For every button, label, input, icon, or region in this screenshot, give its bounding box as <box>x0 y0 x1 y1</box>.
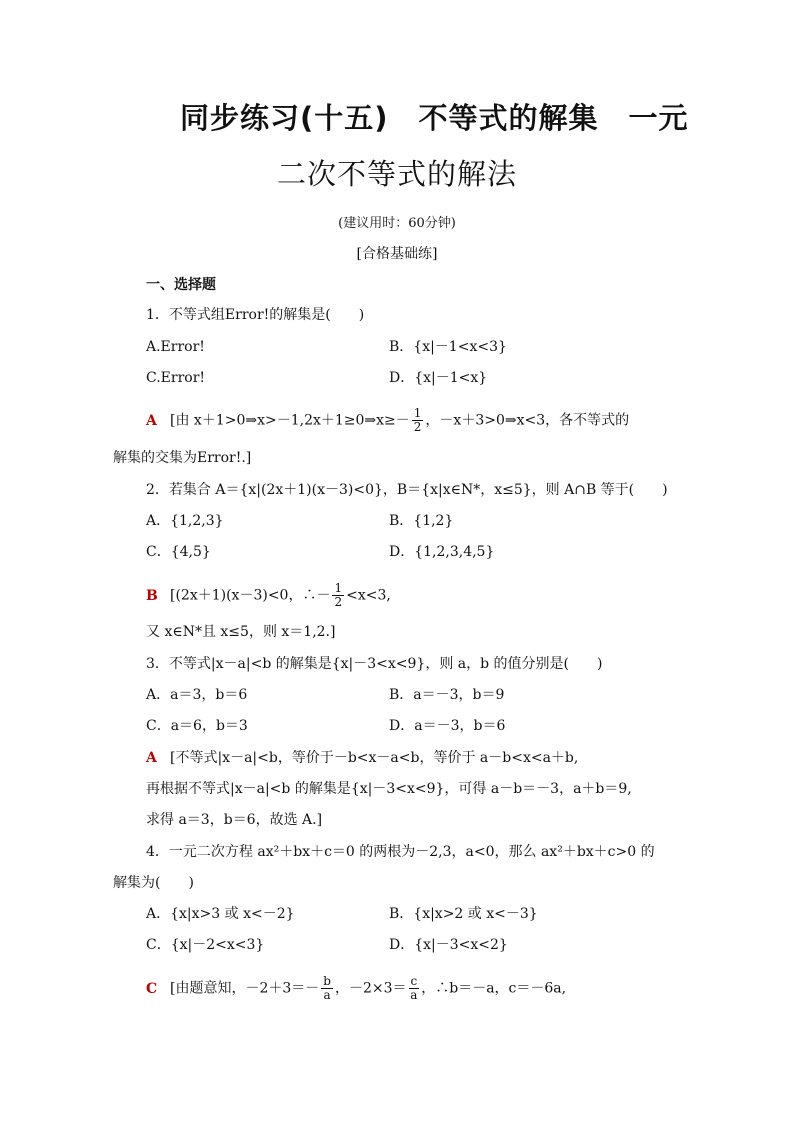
section-label: [合格基础练] <box>356 246 438 262</box>
q4-option-b: B．{x|x>2 或 x<－3} <box>389 906 538 922</box>
q4-answer: C <box>146 980 158 997</box>
q1-stem: 1．不等式组Error!的解集是( ) <box>146 307 365 323</box>
q3-stem: 3．不等式|x－a|<b 的解集是{x|－3<x<9}，则 a，b 的值分别是( ) <box>146 656 603 672</box>
part-heading: 一、选择题 <box>146 277 216 293</box>
q4-stem-line-2: 解集为( ) <box>113 875 194 891</box>
fraction: $\frac{c}{a}$ <box>410 974 418 1002</box>
q1-explanation-line-1: A [由 x＋1>0⇒x>－1,2x＋1≥0⇒x≥－ $\frac{1}{2}$ ，－x＋3>0⇒x<3，各不等式的 <box>146 406 630 434</box>
q1-option-b: B．{x|－1<x<3} <box>389 339 507 355</box>
q3-option-a: A．a＝3，b＝6 <box>146 687 248 703</box>
q1-option-a: A.Error! <box>146 339 205 355</box>
q2-explanation-line-1: B [(2x＋1)(x－3)<0，∴－ $\frac{1}{2}$ <x<3, <box>146 581 391 609</box>
q3-explanation-line-3: 求得 a＝3，b＝6，故选 A.] <box>146 812 323 828</box>
q2-option-d: D．{1,2,3,4,5} <box>389 544 495 560</box>
fraction: $\frac{1}{2}$ <box>334 581 343 609</box>
q3-option-b: B．a＝－3，b＝9 <box>389 687 505 703</box>
q1-answer: A <box>146 412 157 429</box>
q4-stem-line-1: 4．一元二次方程 ax²＋bx＋c＝0 的两根为－2,3，a<0，那么 ax²＋bx＋c>0 的 <box>146 844 655 860</box>
fraction: $\frac{b}{a}$ <box>323 974 331 1002</box>
q4-explanation-line-1: C [由题意知，－2＋3＝－ $\frac{b}{a}$ ，－2×3＝ $\frac{c}{a}$ ，∴b＝－a，c＝－6a, <box>146 974 567 1002</box>
q2-explanation-line-2: 又 x∈N*且 x≤5，则 x＝1,2.] <box>146 624 336 640</box>
q4-option-d: D．{x|－3<x<2} <box>389 937 508 953</box>
q2-answer: B <box>146 587 158 604</box>
q3-option-d: D．a＝－3，b＝6 <box>389 718 506 734</box>
q1-explanation-line-2: 解集的交集为Error!.] <box>113 450 252 466</box>
q4-option-c: C．{x|－2<x<3} <box>146 937 265 953</box>
q1-option-c: C.Error! <box>146 370 206 386</box>
q2-option-c: C．{4,5} <box>146 544 211 560</box>
q3-option-c: C．a＝6，b＝3 <box>146 718 248 734</box>
q2-stem: 2．若集合 A＝{x|(2x＋1)(x－3)<0}，B＝{x|x∈N*，x≤5}，则 A∩B 等于( ) <box>146 482 668 498</box>
q3-answer: A <box>146 750 157 766</box>
q3-explanation-line-2: 再根据不等式|x－a|<b 的解集是{x|－3<x<9}，可得 a－b＝－3，a＋b＝9, <box>146 781 632 797</box>
title-line-1: 同步练习(十五) 不等式的解集 一元 <box>180 101 689 135</box>
q4-option-a: A．{x|x>3 或 x<－2} <box>146 906 295 922</box>
time-note: (建议用时：60分钟) <box>338 216 456 231</box>
title-line-2: 二次不等式的解法 <box>276 157 517 191</box>
q1-option-d: D．{x|－1<x} <box>389 370 488 386</box>
q2-option-b: B．{1,2} <box>389 513 454 529</box>
fraction: $\frac{1}{2}$ <box>413 406 422 434</box>
q3-explanation-line-1: A [不等式|x－a|<b，等价于－b<x－a<b，等价于 a－b<x<a＋b, <box>146 750 579 766</box>
q2-option-a: A．{1,2,3} <box>146 513 224 529</box>
